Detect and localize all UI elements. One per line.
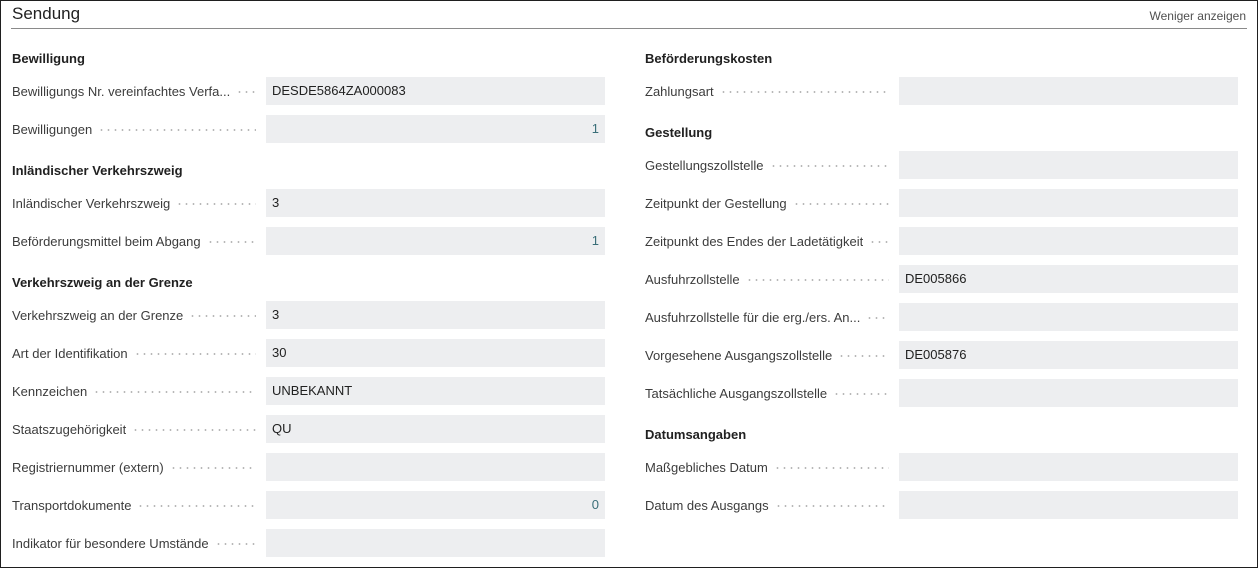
group-title-kosten: Beförderungskosten (645, 51, 773, 66)
field-label: Zahlungsart (645, 84, 714, 99)
page-title: Sendung (12, 4, 81, 23)
field-label: Kennzeichen (12, 384, 88, 399)
group-title-grenze: Verkehrszweig an der Grenze (12, 275, 193, 290)
zeitpunkt-gestellung-input[interactable] (899, 189, 1238, 217)
field-label: Staatszugehörigkeit (12, 422, 127, 437)
indikator-umstaende-input[interactable] (266, 529, 605, 557)
zahlungsart-input[interactable] (899, 77, 1238, 105)
field-bewilligungen (12, 115, 606, 153)
field-label: Ausfuhrzollstelle für die erg./ers. An... (645, 310, 861, 325)
bewilligungs-nr-input[interactable]: DESDE5864ZA000083 (266, 77, 605, 105)
transportdokumente-link[interactable]: 0 (266, 491, 605, 519)
field-zeitpunkt-ladetaetigkeit (645, 227, 1239, 265)
bewilligungen-link[interactable]: 1 (266, 115, 605, 143)
verkehrszweig-grenze-input[interactable]: 3 (266, 301, 605, 329)
field-label: Registriernummer (extern) (12, 460, 164, 475)
tatsaechliche-ausgangszollstelle-input[interactable] (899, 379, 1238, 407)
field-ausfuhrzollstelle-erg (645, 303, 1239, 341)
field-kennzeichen (12, 377, 606, 415)
kennzeichen-input[interactable]: UNBEKANNT (266, 377, 605, 405)
group-title-gestellung: Gestellung (645, 125, 713, 140)
field-registriernummer (12, 453, 606, 491)
field-label: Bewilligungs Nr. vereinfachtes Verfa... (12, 84, 231, 99)
field-verkehrszweig-grenze (12, 301, 606, 339)
field-label: Gestellungszollstelle (645, 158, 764, 173)
registriernummer-input[interactable] (266, 453, 605, 481)
field-befoerderungsmittel-abgang (12, 227, 606, 265)
staatszugehoerigkeit-input[interactable]: QU (266, 415, 605, 443)
field-label: Zeitpunkt der Gestellung (645, 196, 787, 211)
field-tatsaechliche-ausgangszollstelle (645, 379, 1239, 417)
field-transportdokumente (12, 491, 606, 529)
field-label: Vorgesehene Ausgangszollstelle (645, 348, 833, 363)
vorgesehene-ausgangszollstelle-input[interactable]: DE005876 (899, 341, 1238, 369)
ausfuhrzollstelle-input[interactable]: DE005866 (899, 265, 1238, 293)
field-zeitpunkt-gestellung (645, 189, 1239, 227)
field-gestellungszollstelle (645, 151, 1239, 189)
art-identifikation-input[interactable]: 30 (266, 339, 605, 367)
field-label: Inländischer Verkehrszweig (12, 196, 171, 211)
left-column (12, 41, 606, 567)
panel-header (11, 1, 1247, 29)
field-massgebliches-datum (645, 453, 1239, 491)
field-staatszugehoerigkeit (12, 415, 606, 453)
field-label: Bewilligungen (12, 122, 93, 137)
field-indikator-umstaende (12, 529, 606, 567)
massgebliches-datum-input[interactable] (899, 453, 1238, 481)
field-ausfuhrzollstelle (645, 265, 1239, 303)
field-art-identifikation (12, 339, 606, 377)
field-label: Art der Identifikation (12, 346, 128, 361)
field-datum-ausgang (645, 491, 1239, 529)
field-label: Verkehrszweig an der Grenze (12, 308, 184, 323)
field-label: Tatsächliche Ausgangszollstelle (645, 386, 828, 401)
group-title-inland: Inländischer Verkehrszweig (12, 163, 183, 178)
field-zahlungsart (645, 77, 1239, 115)
group-title-bewilligung: Bewilligung (12, 51, 85, 66)
field-inland-verkehrszweig (12, 189, 606, 227)
ausfuhrzollstelle-erg-input[interactable] (899, 303, 1238, 331)
field-vorgesehene-ausgangszollstelle (645, 341, 1239, 379)
field-label: Transportdokumente (12, 498, 132, 513)
right-column (645, 41, 1239, 529)
group-title-datum: Datumsangaben (645, 427, 747, 442)
field-label: Ausfuhrzollstelle (645, 272, 740, 287)
field-label: Maßgebliches Datum (645, 460, 768, 475)
gestellungszollstelle-input[interactable] (899, 151, 1238, 179)
field-label: Zeitpunkt des Endes der Ladetätigkeit (645, 234, 864, 249)
datum-ausgang-input[interactable] (899, 491, 1238, 519)
inland-verkehrszweig-input[interactable]: 3 (266, 189, 605, 217)
show-less-link[interactable]: Weniger anzeigen (1149, 9, 1246, 23)
field-bewilligungs-nr (12, 77, 606, 115)
zeitpunkt-ladetaetigkeit-input[interactable] (899, 227, 1238, 255)
field-label: Beförderungsmittel beim Abgang (12, 234, 201, 249)
field-label: Datum des Ausgangs (645, 498, 769, 513)
befoerderungsmittel-abgang-link[interactable]: 1 (266, 227, 605, 255)
field-label: Indikator für besondere Umstände (12, 536, 209, 551)
